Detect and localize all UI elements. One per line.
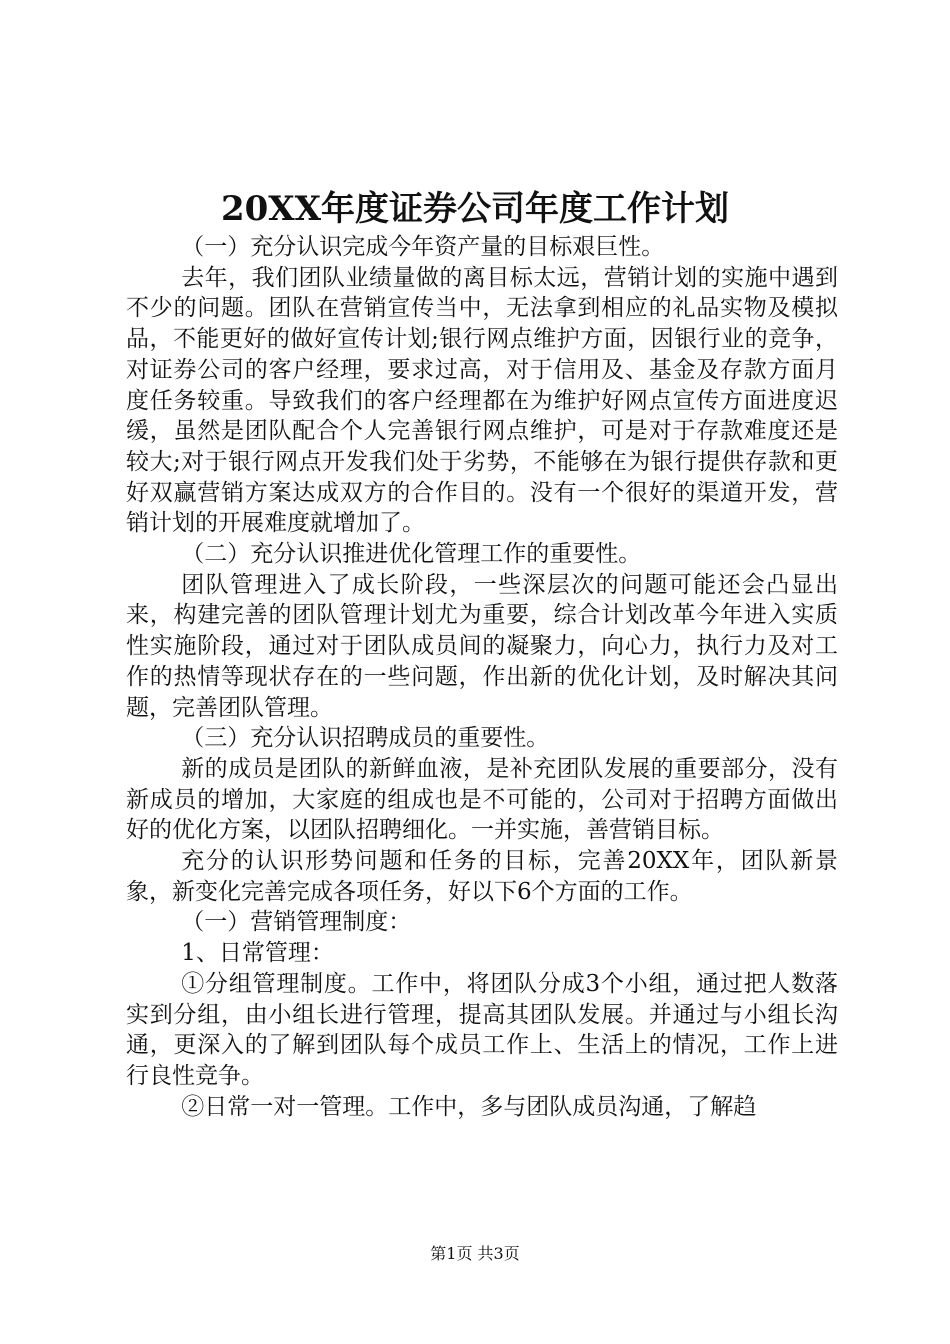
paragraph: 团队管理进入了成长阶段，一些深层次的问题可能还会凸显出来，构建完善的团队管理计划尤为重要，综合计划改革今年进入实质性实施阶段，通过对于团队成员间的凝聚力，向心力，执行力及对工作的热情等现状存在的一些问题，作出新的优化计划，及时解决其问题，完善团队管理。 <box>126 571 838 721</box>
document-body <box>126 232 838 1122</box>
section-heading: （一）充分认识完成今年资产量的目标艰巨性。 <box>181 234 665 260</box>
page-number: 第1页 共3页 <box>430 1244 520 1263</box>
section-heading: （一）营销管理制度： <box>181 909 412 936</box>
paragraph: 去年，我们团队业绩量做的离目标太远，营销计划的实施中遇到不少的问题。团队在营销宣传当中，无法拿到相应的礼品实物及模拟品，不能更好的做好宣传计划;银行网点维护方面，因银行业的竞争，对证券公司的客户经理，要求过高，对于信用及、基金及存款方面月度任务较重。导致我们的客户经理都在为维护好网点宣传方面进度迟缓，虽然是团队配合个人完善银行网点维护，可是对于存款难度还是较大;对于银行网点开发我们处于劣势，不能够在为银行提供存款和更好双赢营销方案达成双方的合作目的。没有一个很好的渠道开发，营销计划的开展难度就增加了。 <box>126 264 838 537</box>
paragraph: 充分的认识形势问题和任务的目标，完善20XX年，团队新景象，新变化完善完成各项任务，好以下6个方面的工作。 <box>126 848 838 905</box>
paragraph: 新的成员是团队的新鲜血液，是补充团队发展的重要部分，没有新成员的增加，大家庭的组成也是不可能的，公司对于招聘方面做出好的优化方案，以团队招聘细化。一并实施，善营销目标。 <box>126 755 838 844</box>
subsection-heading: 1、日常管理： <box>181 940 334 967</box>
paragraph: ①分组管理制度。工作中，将团队分成3个小组，通过把人数落实到分组，由小组长进行管理，提高其团队发展。并通过与小组长沟通，更深入的了解到团队每个成员工作上、生活上的情况，工作上进行良性竞争。 <box>126 970 838 1089</box>
section-heading: （二）充分认识推进优化管理工作的重要性。 <box>181 541 642 568</box>
paragraph: ②日常一对一管理。工作中，多与团队成员沟通，了解趋 <box>181 1093 757 1120</box>
document-title: 20XX年度证券公司年度工作计划 <box>220 189 730 229</box>
section-heading: （三）充分认识招聘成员的重要性。 <box>181 725 550 752</box>
